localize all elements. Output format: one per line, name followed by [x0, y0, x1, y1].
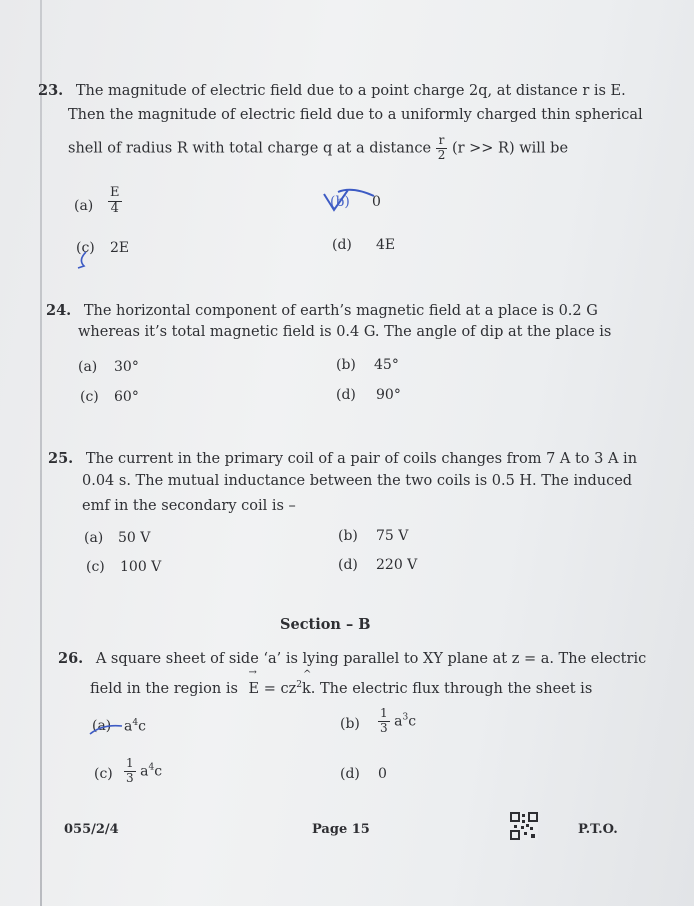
q25-option-c-value: 100 V	[120, 559, 162, 575]
q23-option-c-label: (c)	[76, 240, 95, 256]
q23-number: 23.	[38, 82, 64, 99]
q26-option-c-label: (c)	[94, 766, 113, 782]
answer-tick-mark	[320, 184, 380, 218]
q24-option-a-value: 30°	[114, 359, 139, 375]
q25-option-d-label: (d)	[338, 557, 358, 573]
unit-vector-k: ^ k	[302, 669, 312, 697]
q24-option-b-value: 45°	[374, 357, 399, 373]
q26-option-b-value: $\frac{1}{3}$ $a^3c$	[380, 706, 417, 735]
q26-option-a-value: $a^4c$	[124, 718, 146, 735]
q25-option-d-value: 220 V	[376, 557, 418, 573]
page-number: Page 15	[312, 822, 370, 837]
q23-fraction: $\frac{r}{2}$	[437, 133, 446, 162]
q24-option-c-label: (c)	[80, 389, 99, 405]
q23-line1: 23. The magnitude of electric field due to a point charge 2q, at distance r is E.	[38, 82, 626, 99]
q26-number: 26.	[58, 650, 84, 667]
q26-option-c-value: $\frac{1}{3}$ $a^4c$	[126, 756, 163, 785]
q24-option-d-value: 90°	[376, 387, 401, 403]
q23-option-a-label: (a)	[74, 198, 94, 214]
q24-line2: whereas it’s total magnetic field is 0.4 G. The angle of dip at the place is	[78, 324, 612, 340]
q25-option-a-label: (a)	[84, 530, 104, 546]
pto-label: P.T.O.	[578, 822, 618, 837]
q23-option-c-value: 2E	[110, 240, 130, 256]
q26-option-a-label: (a)	[92, 718, 112, 734]
answer-tick-mark-q26	[88, 716, 128, 738]
pen-scribble	[74, 238, 94, 270]
vector-E: → E	[248, 667, 260, 697]
q23-line2: Then the magnitude of electric field due to a uniformly charged thin spherical	[68, 107, 643, 123]
q26-line1: 26. A square sheet of side ‘a’ is lying parallel to XY plane at z = a. The electric	[58, 650, 647, 667]
q23-option-b-value: 0	[372, 194, 381, 210]
qr-code-icon	[510, 812, 538, 840]
paper-code: 055/2/4	[64, 822, 119, 837]
q24-number: 24.	[46, 302, 72, 319]
q24-option-a-label: (a)	[78, 359, 98, 375]
q26-option-b-label: (b)	[340, 716, 360, 732]
q25-line2: 0.04 s. The mutual inductance between the two coils is 0.5 H. The induced	[82, 473, 633, 489]
q25-option-c-label: (c)	[86, 559, 105, 575]
q24-line1: 24. The horizontal component of earth’s magnetic field at a place is 0.2 G	[46, 302, 598, 319]
q25-option-b-value: 75 V	[376, 528, 409, 544]
q24-option-b-label: (b)	[336, 357, 356, 373]
q23-line3: shell of radius R with total charge q at a distance $\frac{r}{2}$ (r >> R) will be	[68, 133, 569, 162]
q25-line3: emf in the secondary coil is –	[82, 498, 296, 514]
q24-option-c-value: 60°	[114, 389, 139, 405]
q23-option-b-label: (b)	[330, 194, 350, 210]
q26-option-d-value: 0	[378, 766, 387, 782]
q25-number: 25.	[48, 450, 74, 467]
q23-option-a-value: $\frac{E}{4}$	[110, 185, 120, 216]
q25-option-b-label: (b)	[338, 528, 358, 544]
q25-option-a-value: 50 V	[118, 530, 151, 546]
q24-option-d-label: (d)	[336, 387, 356, 403]
section-title: Section – B	[280, 616, 371, 633]
q23-option-d-label: (d)	[332, 237, 352, 253]
q25-line1: 25. The current in the primary coil of a pair of coils changes from 7 A to 3 A in	[48, 450, 638, 467]
q26-option-d-label: (d)	[340, 766, 360, 782]
page-fold	[40, 0, 42, 906]
q23-option-d-value: 4E	[376, 237, 396, 253]
q26-line2: field in the region is → $E = cz^2$ ^ k. The electric flux through the sheet is	[90, 678, 592, 701]
